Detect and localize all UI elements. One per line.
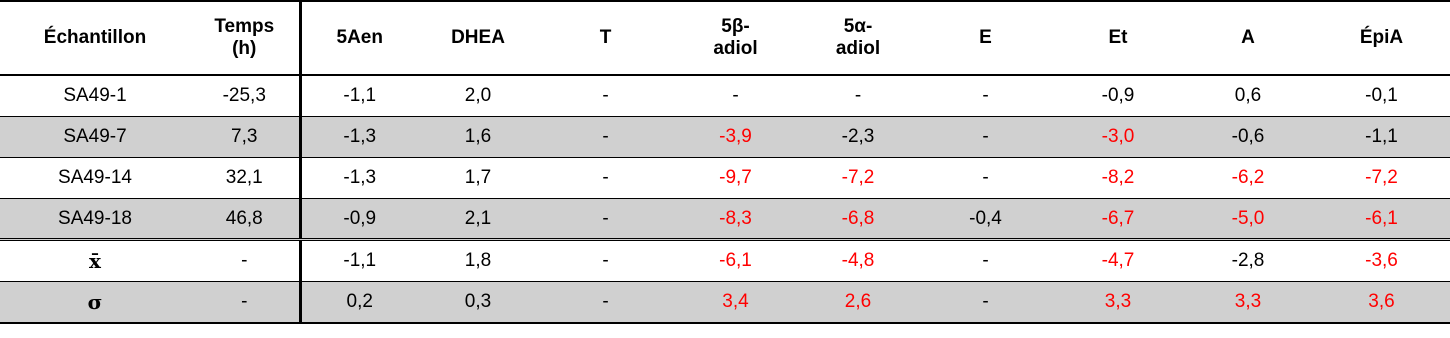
column-header: Échantillon	[0, 1, 190, 75]
table-cell: -	[673, 75, 798, 117]
table-cell: -	[538, 117, 673, 158]
table-cell: 46,8	[190, 199, 300, 240]
table-cell: 3,4	[673, 282, 798, 324]
table-row	[0, 158, 1450, 199]
column-header: 5α- adiol	[798, 1, 918, 75]
table-cell: -0,4	[918, 199, 1053, 240]
table-cell: -	[918, 282, 1053, 324]
table-cell: -1,3	[300, 117, 418, 158]
table-cell: 0,3	[418, 282, 538, 324]
table-cell: -1,1	[300, 75, 418, 117]
table-cell: 2,6	[798, 282, 918, 324]
table-cell: -0,6	[1183, 117, 1313, 158]
table-cell: 0,2	[300, 282, 418, 324]
table-cell: -0,1	[1313, 75, 1450, 117]
table-cell: 0,6	[1183, 75, 1313, 117]
table-cell: -2,8	[1183, 240, 1313, 282]
table-cell: -6,1	[673, 240, 798, 282]
table-cell: -0,9	[300, 199, 418, 240]
table-cell: -	[538, 158, 673, 199]
column-header: Temps (h)	[190, 1, 300, 75]
column-header: A	[1183, 1, 1313, 75]
table-cell: 3,3	[1183, 282, 1313, 324]
table-cell: -	[538, 240, 673, 282]
table-cell: -7,2	[1313, 158, 1450, 199]
table-cell: -1,3	[300, 158, 418, 199]
table-cell: -3,9	[673, 117, 798, 158]
column-header: Et	[1053, 1, 1183, 75]
table-cell: 7,3	[190, 117, 300, 158]
table-row	[0, 117, 1450, 158]
row-label: SA49-18	[0, 199, 190, 240]
column-header: 5β- adiol	[673, 1, 798, 75]
table-cell: -7,2	[798, 158, 918, 199]
stat-row	[0, 282, 1450, 324]
table-row	[0, 75, 1450, 117]
table-cell: -3,0	[1053, 117, 1183, 158]
column-header: T	[538, 1, 673, 75]
table-cell: 2,0	[418, 75, 538, 117]
table-cell: -25,3	[190, 75, 300, 117]
table-cell: -6,2	[1183, 158, 1313, 199]
table-cell: -8,3	[673, 199, 798, 240]
table-cell: 32,1	[190, 158, 300, 199]
table-cell: -6,1	[1313, 199, 1450, 240]
table-cell: -1,1	[1313, 117, 1450, 158]
header-row	[0, 1, 1450, 75]
table-cell: -2,3	[798, 117, 918, 158]
table-cell: -	[918, 240, 1053, 282]
table-cell: -	[538, 282, 673, 324]
table-cell: -9,7	[673, 158, 798, 199]
table-cell: -3,6	[1313, 240, 1450, 282]
table-cell: 2,1	[418, 199, 538, 240]
row-label: σ	[0, 282, 190, 324]
table-cell: -6,8	[798, 199, 918, 240]
table-cell: -	[918, 75, 1053, 117]
table-cell: -4,7	[1053, 240, 1183, 282]
table-cell: -	[538, 199, 673, 240]
table-cell: -8,2	[1053, 158, 1183, 199]
row-label: SA49-7	[0, 117, 190, 158]
table-cell: -0,9	[1053, 75, 1183, 117]
table-cell: -	[190, 282, 300, 324]
row-label: SA49-14	[0, 158, 190, 199]
table-row	[0, 199, 1450, 240]
table-cell: 3,6	[1313, 282, 1450, 324]
table-cell: -4,8	[798, 240, 918, 282]
stat-row	[0, 240, 1450, 282]
column-header: DHEA	[418, 1, 538, 75]
column-header: 5Aen	[300, 1, 418, 75]
table-cell: 3,3	[1053, 282, 1183, 324]
row-label: SA49-1	[0, 75, 190, 117]
table-cell: -5,0	[1183, 199, 1313, 240]
table-cell: -	[538, 75, 673, 117]
table-cell: -	[918, 117, 1053, 158]
row-label: x̄	[0, 240, 190, 282]
table-cell: -	[190, 240, 300, 282]
column-header: ÉpiA	[1313, 1, 1450, 75]
column-header: E	[918, 1, 1053, 75]
table-cell: 1,7	[418, 158, 538, 199]
table-cell: -6,7	[1053, 199, 1183, 240]
table-cell: -1,1	[300, 240, 418, 282]
table-cell: -	[918, 158, 1053, 199]
table-cell: 1,6	[418, 117, 538, 158]
table-cell: 1,8	[418, 240, 538, 282]
table-cell: -	[798, 75, 918, 117]
